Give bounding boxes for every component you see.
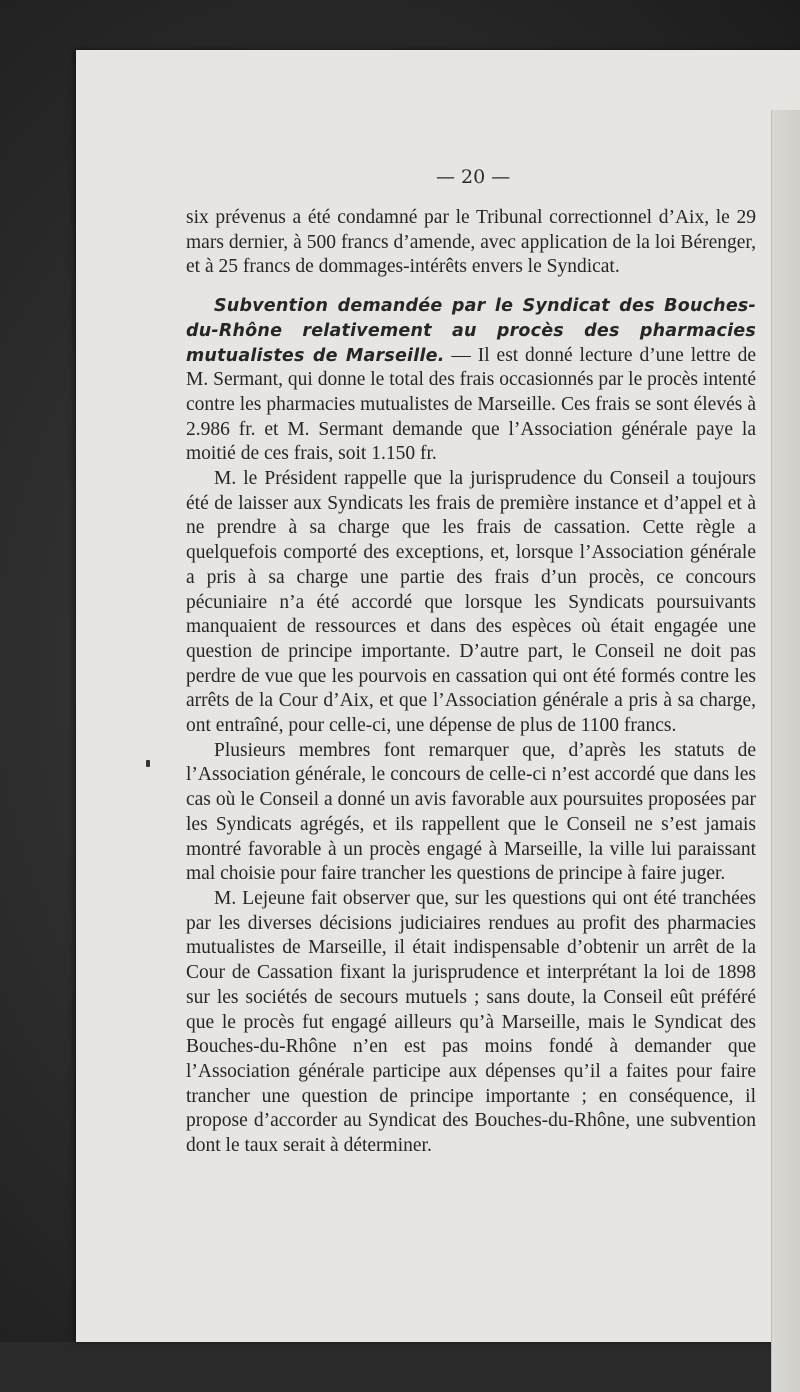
paragraph-2 bbox=[186, 294, 756, 467]
paragraph-5: M. Lejeune fait observer que, sur les questions qui ont été tranchées par les diverses décisions judiciaires rendues au profit des pharmacies mutualistes de Marseille, il était indispensable d’obtenir un arrêt de la Cour de Cassation fixant la jurisprudence et interprétant la loi de 1898 sur les sociétés de secours mutuels ; sans doute, la Conseil eût préféré que le procès fut engagé ailleurs qu’à Marseille, mais le Syndicat des Bouches-du-Rhône n’en est pas moins fondé à demander que l’Association générale participe aux dépenses qu’il a faites pour faire trancher une question de principe importante ; en conséquence, il propose d’accorder au Syndicat des Bouches-du-Rhône, une subvention dont le taux serait à déterminer. bbox=[186, 887, 756, 1157]
paragraph-1: six prévenus a été condamné par le Tribunal correctionnel d’Aix, le 29 mars dernier, à 500 francs d’amende, avec application de la loi Bérenger, et à 25 francs de dommages-intérêts envers le Syndicat. bbox=[186, 207, 756, 278]
body-text bbox=[186, 206, 756, 1159]
page-number: — 20 — bbox=[436, 166, 511, 188]
paragraph-4: Plusieurs membres font remarquer que, d’après les statuts de l’Association générale, le concours de celle-ci n’est accordé que dans les cas où le Conseil a donné un avis favorable aux poursuites proposées par les Syndicats agrégés, et ils rappellent que le Conseil ne s’est jamais montré favorable à un procès engagé à Marseille, la ville lui paraissant mal choisie pour faire trancher les questions de principe à faire juger. bbox=[186, 739, 756, 885]
section-heading: Subvention demandée par le Syndicat des Bouches-du-Rhône relativement au procès des pharmacies mutualistes de Marseille. bbox=[186, 296, 756, 366]
paragraph-2-text: — Il est donné lecture d’une lettre de M. Sermant, qui donne le total des frais occasionnés par le procès intenté contre les pharmacies mutualistes de Marseille. Ces frais se sont élevés à 2.986 fr. et M. Sermant demande que l’Association générale paye la moitié de ces frais, soit 1.150 fr. bbox=[186, 344, 756, 465]
margin-mark bbox=[146, 760, 150, 767]
paragraph-3: M. le Président rappelle que la jurisprudence du Conseil a toujours été de laisser aux Syndicats les frais de première instance et d’appel et à ne prendre à sa charge que les frais de cassation. Cette règle a quelquefois comporté des exceptions, et, lorsque l’Association générale a pris à sa charge une partie des frais d’un procès, ce concours pécuniaire n’a été accordé que lorsque les Syndicats poursuivants manquaient de ressources et dans des espèces où était engagée une question de principe importante. D’autre part, le Conseil ne doit pas perdre de vue que les pourvois en cassation qui ont été formés contre les arrêts de la Cour d’Aix, et que l’Association générale a pris à sa charge, ont entraîné, pour celle-ci, une dépense de plus de 1100 francs. bbox=[186, 468, 756, 737]
page-edge bbox=[771, 110, 800, 1392]
